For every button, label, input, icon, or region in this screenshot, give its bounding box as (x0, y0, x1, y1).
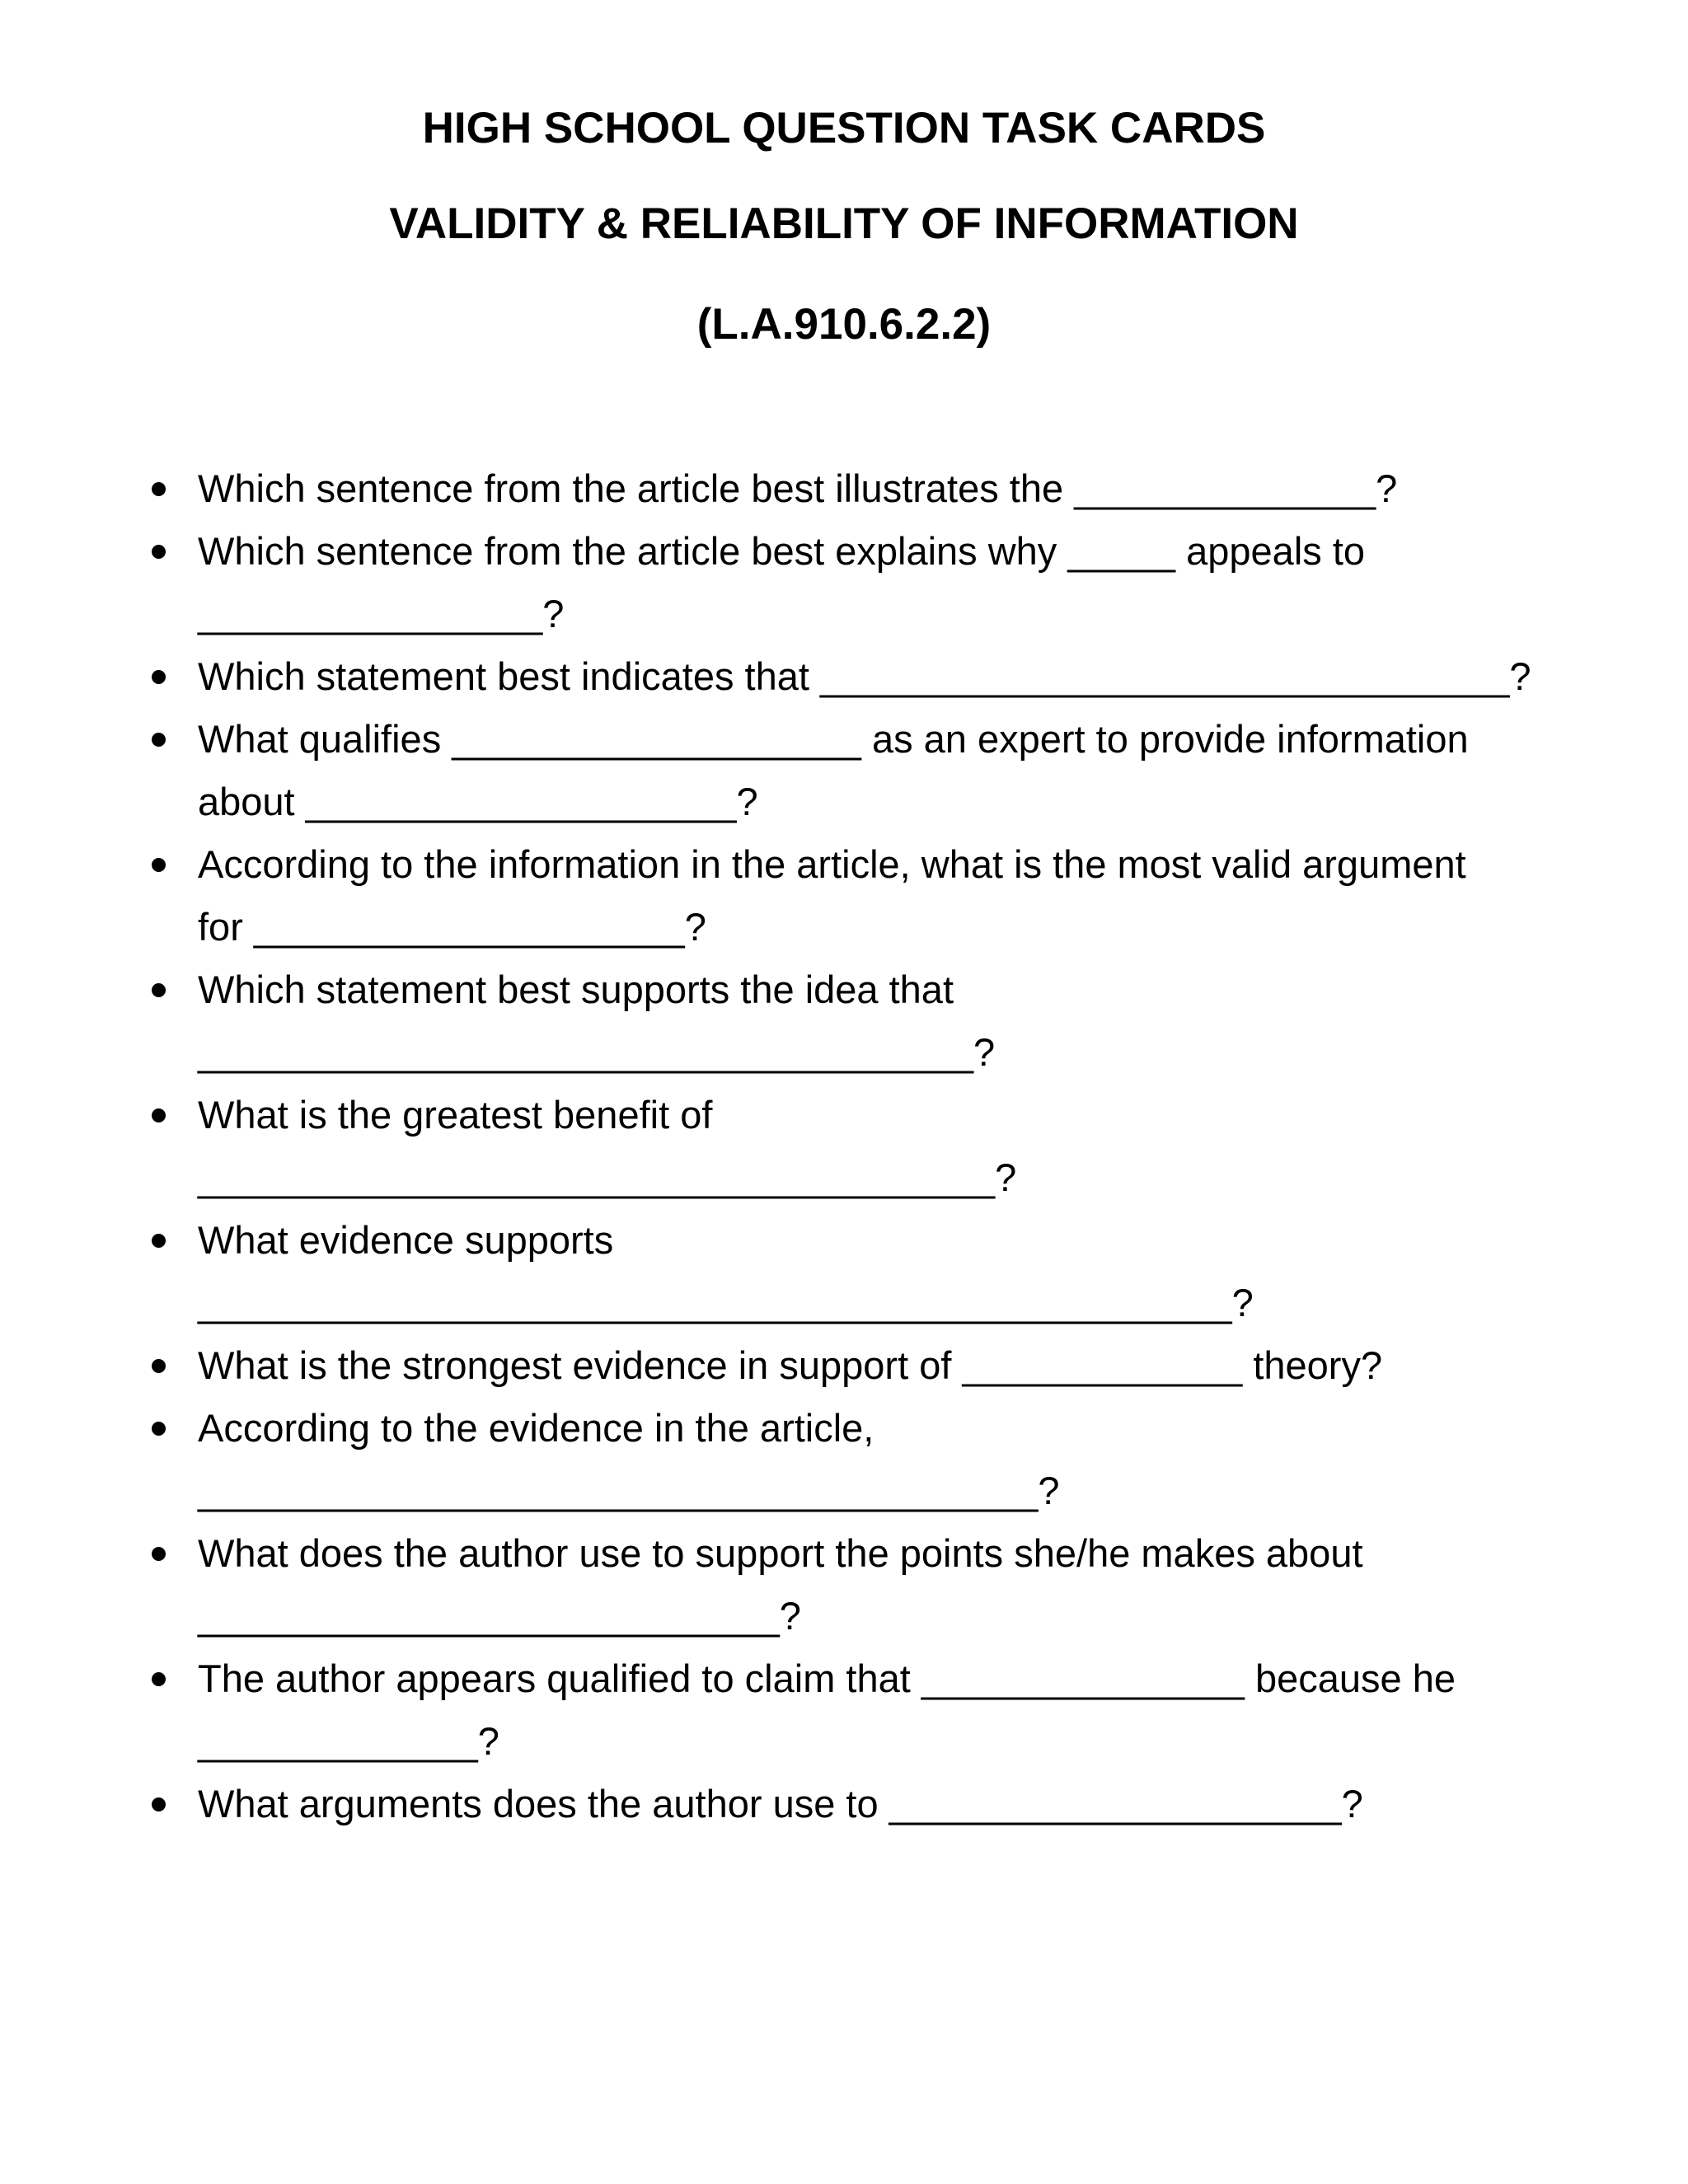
question-text: What is the strongest evidence in support of _____________ theory? (198, 1343, 1383, 1387)
question-item (198, 1209, 1599, 1334)
question-text-continued: ________________________________________________? (198, 1281, 1254, 1324)
bullet-icon (152, 1234, 166, 1248)
question-text: The author appears qualified to claim that _______________ because he (198, 1657, 1456, 1700)
page-title: HIGH SCHOOL QUESTION TASK CARDS (422, 104, 1266, 152)
question-text: According to the evidence in the article, (198, 1406, 874, 1450)
question-text: What arguments does the author use to _____________________? (198, 1782, 1363, 1825)
question-text: What does the author use to support the points she/he makes about (198, 1531, 1363, 1575)
question-text-continued: _______________________________________? (198, 1469, 1060, 1512)
question-text: According to the information in the article, what is the most valid argument (198, 842, 1466, 886)
question-text-continued: for ____________________? (198, 905, 706, 949)
question-text: What evidence supports (198, 1218, 614, 1262)
question-text-continued: about ____________________? (198, 780, 758, 823)
bullet-icon (152, 1672, 166, 1686)
question-text-continued: _____________? (198, 1719, 499, 1763)
question-item (198, 708, 1599, 833)
question-item (198, 520, 1599, 645)
bullet-icon (152, 1359, 166, 1373)
question-text-continued: _____________________________________? (198, 1155, 1017, 1199)
question-item (198, 1522, 1599, 1647)
bullet-icon (152, 545, 166, 559)
standard-code: (L.A.910.6.2.2) (696, 300, 992, 349)
question-text-continued: ___________________________? (198, 1594, 801, 1638)
question-text: Which sentence from the article best illustrates the ______________? (198, 466, 1398, 510)
question-item (198, 1334, 1599, 1397)
question-item (198, 645, 1599, 708)
bullet-icon (152, 983, 166, 997)
question-text: What is the greatest benefit of (198, 1093, 713, 1137)
question-item (198, 1397, 1599, 1522)
bullet-icon (152, 733, 166, 747)
question-item (198, 1084, 1599, 1209)
question-text: What qualifies ___________________ as an expert to provide information (198, 717, 1469, 761)
bullet-icon (152, 1547, 166, 1561)
bullet-icon (152, 670, 166, 684)
question-text-continued: ____________________________________? (198, 1030, 996, 1074)
page-subtitle: VALIDITY & RELIABILITY OF INFORMATION (389, 199, 1299, 248)
question-item (198, 958, 1599, 1084)
bullet-icon (152, 1797, 166, 1811)
bullet-icon (152, 482, 166, 496)
question-item (198, 457, 1599, 520)
question-text: Which sentence from the article best explains why _____ appeals to (198, 529, 1366, 573)
question-text: Which statement best indicates that ________________________________? (198, 654, 1531, 698)
bullet-icon (152, 858, 166, 872)
question-text: Which statement best supports the idea that (198, 968, 954, 1011)
question-item (198, 833, 1599, 958)
question-text-continued: ________________? (198, 592, 565, 635)
question-item (198, 1773, 1599, 1835)
question-item (198, 1647, 1599, 1773)
bullet-icon (152, 1108, 166, 1122)
bullet-icon (152, 1422, 166, 1436)
